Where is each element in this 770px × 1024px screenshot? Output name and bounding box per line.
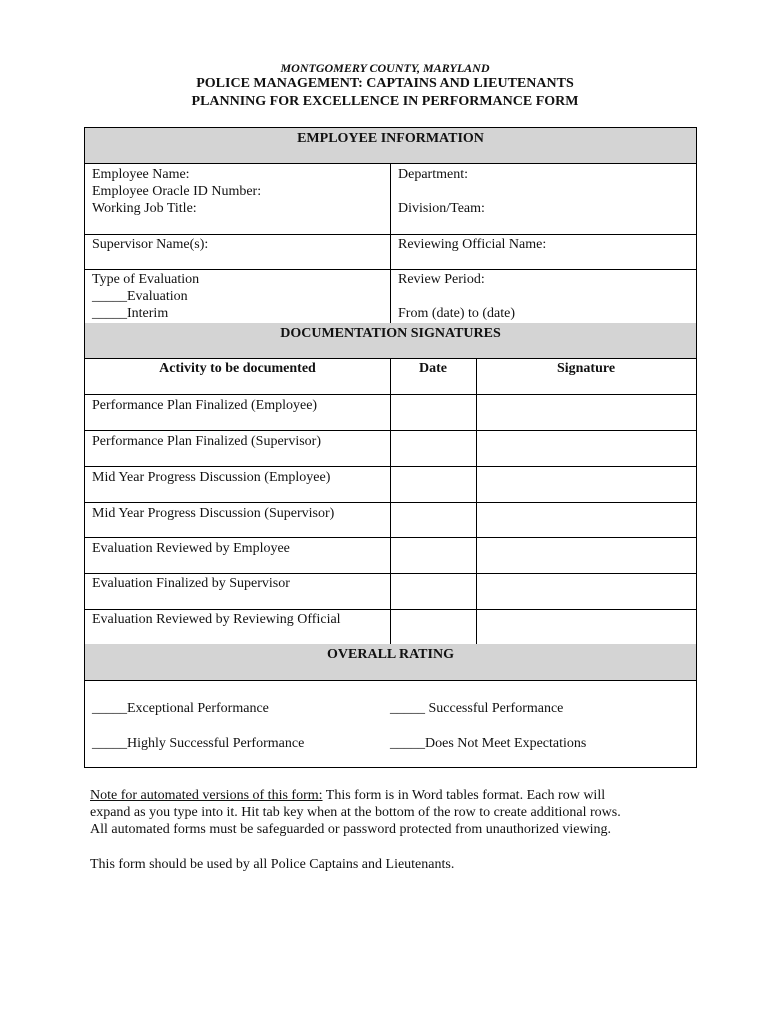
automation-note-line3: All automated forms must be safeguarded or password protected from unauthorized viewing. [90, 822, 611, 837]
interim-option[interactable]: _____Interim [92, 306, 169, 321]
table-row: Evaluation Reviewed by Reviewing Official [92, 612, 341, 627]
rating-highly-successful[interactable]: _____Highly Successful Performance [92, 736, 305, 751]
division-field[interactable]: Division/Team: [398, 201, 485, 216]
reviewing-official-field[interactable]: Reviewing Official Name: [398, 237, 547, 252]
activity-column-header: Activity to be documented [159, 361, 316, 376]
form-title-line2: PLANNING FOR EXCELLENCE IN PERFORMANCE FORM [191, 94, 579, 109]
table-row: Mid Year Progress Discussion (Employee) [92, 470, 331, 485]
usage-note: This form should be used by all Police Captains and Lieutenants. [90, 857, 455, 872]
evaluation-option[interactable]: _____Evaluation [92, 289, 188, 304]
department-field[interactable]: Department: [398, 167, 468, 182]
automation-note-line1 [90, 787, 605, 805]
table-row: Evaluation Finalized by Supervisor [92, 576, 290, 591]
employee-name-field[interactable]: Employee Name: [92, 167, 190, 182]
employee-info-heading: EMPLOYEE INFORMATION [85, 128, 696, 163]
county-name: MONTGOMERY COUNTY, MARYLAND [280, 61, 490, 75]
date-column-header: Date [419, 361, 447, 376]
form-table [84, 127, 697, 768]
documentation-heading: DOCUMENTATION SIGNATURES [85, 323, 696, 358]
automation-note-line2: expand as you type into it. Hit tab key when at the bottom of the row to create additional rows. [90, 805, 621, 820]
note-label: Note for automated versions of this form: [90, 788, 323, 803]
review-period-dates[interactable]: From (date) to (date) [398, 306, 516, 321]
supervisor-name-field[interactable]: Supervisor Name(s): [92, 237, 209, 252]
signature-column-header: Signature [556, 361, 616, 376]
table-row: Evaluation Reviewed by Employee [92, 541, 290, 556]
job-title-field[interactable]: Working Job Title: [92, 201, 197, 216]
rating-exceptional[interactable]: _____Exceptional Performance [92, 701, 269, 716]
overall-rating-heading: OVERALL RATING [85, 644, 696, 680]
note-text: This form is in Word tables format. Each row will [322, 788, 606, 803]
evaluation-type-label: Type of Evaluation [92, 272, 200, 287]
rating-successful[interactable]: _____ Successful Performance [390, 701, 564, 716]
table-row: Performance Plan Finalized (Employee) [92, 398, 318, 413]
table-row: Performance Plan Finalized (Supervisor) [92, 434, 321, 449]
table-row: Mid Year Progress Discussion (Supervisor) [92, 506, 335, 521]
review-period-label: Review Period: [398, 272, 485, 287]
oracle-id-field[interactable]: Employee Oracle ID Number: [92, 184, 262, 199]
rating-does-not-meet[interactable]: _____Does Not Meet Expectations [390, 736, 587, 751]
form-title-line1: POLICE MANAGEMENT: CAPTAINS AND LIEUTENANTS [196, 76, 574, 91]
